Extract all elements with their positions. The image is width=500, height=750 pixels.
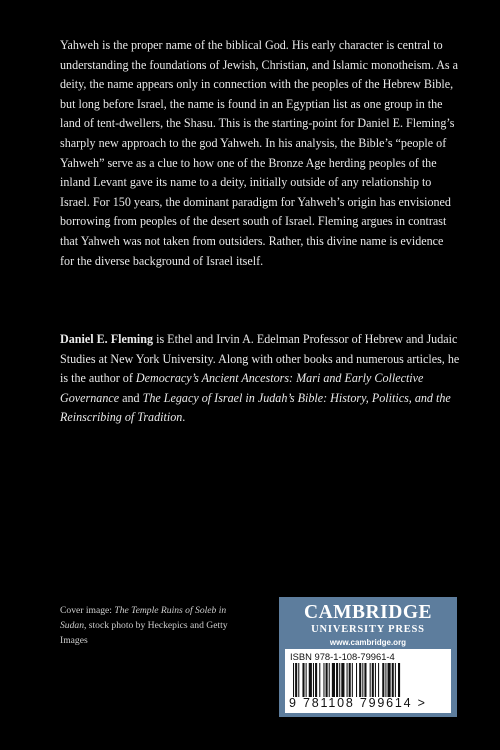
isbn-barcode xyxy=(285,649,451,713)
publisher-logo-name: CAMBRIDGE xyxy=(303,602,432,623)
author-bio xyxy=(60,330,460,428)
bio-text-1: is Ethel and Irvin A. Edelman Professor of Hebrew and Judaic Studies at New York University. Along with other books and numerous articles, he is the author of xyxy=(60,332,460,386)
publisher-url: www.cambridge.org xyxy=(329,638,407,647)
barcode-bar xyxy=(372,663,374,697)
credit-image-title: The Temple Ruins of Soleb in Sudan xyxy=(60,605,227,631)
barcode-bar xyxy=(298,663,299,697)
book-title-2: The Legacy of Israel in Judah’s Bible: History, Politics, and the Reinscribing of Tradition xyxy=(60,390,451,425)
barcode-bar xyxy=(336,663,338,697)
barcode-bar xyxy=(326,663,328,697)
bio-text-3: . xyxy=(182,410,186,425)
credit-prefix: Cover image: xyxy=(60,605,115,616)
barcode-bar xyxy=(309,663,312,697)
barcode-bar xyxy=(352,663,353,697)
publisher-panel xyxy=(279,597,457,717)
credit-suffix: , stock photo by Heckepics and Getty Images xyxy=(60,620,228,646)
barcode-bar xyxy=(347,663,348,697)
barcode-bar xyxy=(323,663,324,697)
barcode-bar xyxy=(392,663,394,697)
barcode-bar xyxy=(362,663,363,697)
barcode-bar xyxy=(378,663,379,697)
barcode-bar xyxy=(385,663,386,697)
barcode-digits: 9 781108 799614 > xyxy=(289,696,427,710)
barcode-bar xyxy=(329,663,330,697)
author-name: Daniel E. Fleming xyxy=(60,332,154,346)
isbn-label: ISBN 978-1-108-79961-4 xyxy=(290,651,395,662)
bio-text-2: and xyxy=(119,390,143,405)
barcode-bar xyxy=(313,663,314,697)
book-description: Yahweh is the proper name of the biblical God. His early character is central to understanding the foundations of Jewish, Christian, and Islamic monotheism. As a deity, the name appears only in connection with the peoples of the Hebrew Bible, but long before Israel, the name is found in an Egyptian list as one group in the land of tent-dwellers, the Shasu. This is the starting-point for Daniel E. Fleming’s sharply new approach to the god Yahweh. In his analysis, the Bible’s “people of Yahweh” serve as a clue to how one of the Bronze Age herding peoples of the inland Levant gave its name to a deity, initially outside of any relationship to Israel. For 150 years, the dominant paradigm for Yahweh’s origin has envisioned borrowing from peoples of the desert south of Israel. Fleming argues in contrast that Yahweh was not taken from outsiders. Rather, this divine name is evidence for the diverse background of Israel itself. xyxy=(60,38,459,268)
barcode-bar xyxy=(395,663,396,697)
book-title-1: Democracy’s Ancient Ancestors: Mari and Early Collective Governance xyxy=(60,371,424,405)
barcode-bar xyxy=(370,663,371,697)
barcode-bar xyxy=(382,663,384,697)
barcode-bar xyxy=(306,663,307,697)
barcode-bar xyxy=(359,663,361,697)
barcode-bar xyxy=(388,663,391,697)
barcode-bar xyxy=(398,663,400,697)
barcode-bar xyxy=(339,663,340,697)
barcode-bar xyxy=(332,663,335,697)
barcode-bar xyxy=(349,663,351,697)
barcode-bar xyxy=(356,663,357,697)
publisher-logo-subname: UNIVERSITY PRESS xyxy=(311,624,425,635)
barcode-bar xyxy=(295,663,297,697)
barcode-bar xyxy=(315,663,317,697)
barcode-bar xyxy=(319,663,320,697)
barcode-bar xyxy=(375,663,376,697)
cover-image-credit xyxy=(60,603,250,648)
barcode-bar xyxy=(302,663,304,697)
barcode-bar xyxy=(293,663,294,697)
barcode-bar xyxy=(364,663,366,697)
barcode-bar xyxy=(341,663,344,697)
barcode-bars xyxy=(293,663,443,697)
